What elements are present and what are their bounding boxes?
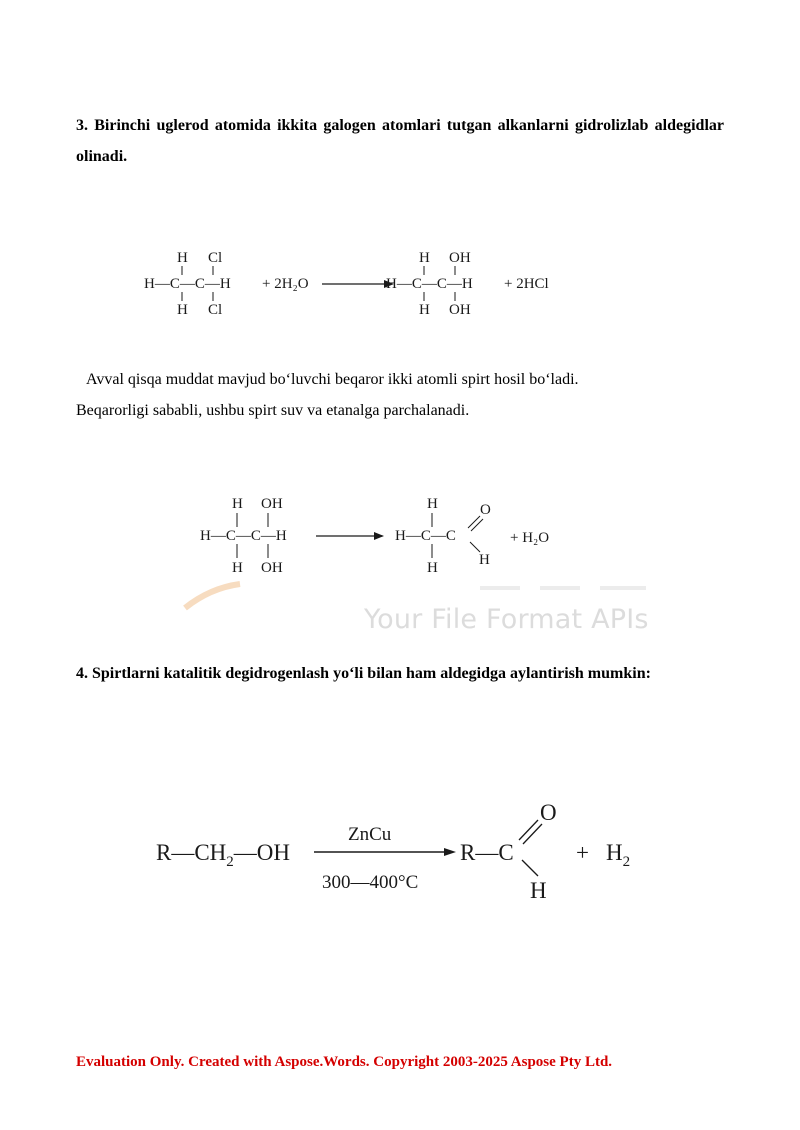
explanation-line-2: Beqarorligi sababli, ushbu spirt suv va etanalga parchalanadi. — [76, 402, 470, 419]
r2-left-h-bot: H — [232, 560, 243, 576]
r3-hydrogen: H — [530, 878, 547, 903]
r2-right-chain: H—C—C — [395, 528, 456, 544]
r3-conditions: 300—400°C — [322, 872, 419, 893]
r2-left-chain: H—C—C—H — [200, 528, 287, 544]
r2-right-o: O — [480, 502, 491, 518]
r2-left-oh-bot: OH — [261, 560, 283, 576]
r1-right-chain: H—C—C—H — [386, 276, 473, 292]
r1-right-h-bot: H — [419, 302, 430, 318]
r1-right-oh-top: OH — [449, 250, 471, 266]
r1-plus-hcl: + 2HCl — [504, 276, 549, 292]
reaction-1-scheme — [140, 244, 570, 324]
r3-reactant: $R—CH_2—OH$ — [156, 840, 291, 870]
r1-left-h-bot: H — [177, 302, 188, 318]
r3-h2: $H_2$ — [606, 840, 631, 870]
reaction-3-scheme — [154, 796, 654, 906]
r2-right-h-top: H — [427, 496, 438, 512]
r3-catalyst: ZnCu — [348, 824, 392, 845]
r2-plus-water: + H₂O — [510, 530, 550, 546]
reaction-2-scheme — [198, 490, 578, 580]
r1-plus-water: + 2H₂O — [262, 276, 309, 292]
r1-right-h-top: H — [419, 250, 430, 266]
section-3-heading: 3. Birinchi uglerod atomida ikkita galogen atomlari tutgan alkanlarni gidrolizlab aldegidlar olinadi. — [76, 117, 724, 165]
r1-right-oh-bot: OH — [449, 302, 471, 318]
r1-left-cl-top: Cl — [208, 250, 223, 266]
r3-oxygen: O — [540, 800, 557, 825]
evaluation-footer: Evaluation Only. Created with Aspose.Words. Copyright 2003-2025 Aspose Pty Ltd. — [76, 1054, 613, 1070]
explanation-line-1: Avval qisqa muddat mavjud bo‘luvchi beqaror ikki atomli spirt hosil bo‘ladi. — [86, 371, 579, 388]
explanation-paragraph — [76, 364, 724, 426]
r2-left-oh-top: OH — [261, 496, 283, 512]
watermark-text: Your File Format APIs — [364, 604, 649, 635]
r2-right-h-bot: H — [427, 560, 438, 576]
r3-product: R—C — [460, 840, 514, 865]
r2-right-h-ald: H — [479, 552, 490, 568]
r1-left-cl-bot: Cl — [208, 302, 223, 318]
r2-left-h-top: H — [232, 496, 243, 512]
section-4-heading: 4. Spirtlarni katalitik degidrogenlash yo‘li bilan ham aldegidga aylantirish mumkin: — [76, 665, 651, 682]
r1-left-chain: H—C—C—H — [144, 276, 231, 292]
r1-left-h-top: H — [177, 250, 188, 266]
r3-plus: + — [576, 840, 589, 865]
